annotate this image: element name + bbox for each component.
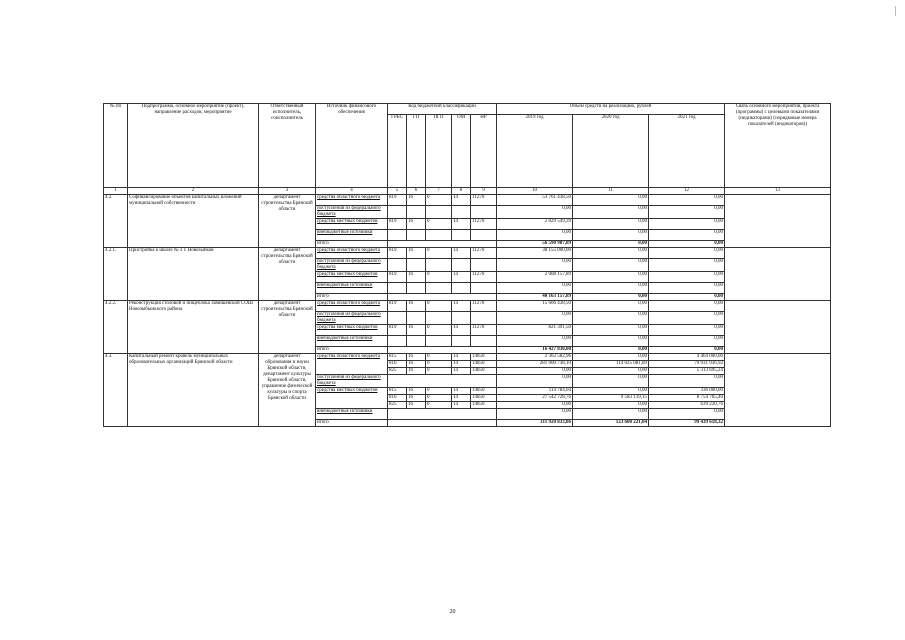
funding-source: средства областного бюджета: [316, 195, 388, 206]
amount-2019: 0,00: [497, 283, 573, 294]
amount-2021: 0,00: [649, 336, 725, 347]
gp-code: 16: [407, 325, 426, 336]
om-code: [452, 206, 471, 219]
amount-2019: 0,00: [497, 409, 573, 420]
header-2019: 2019 год: [497, 115, 573, 188]
grbs-code: [388, 312, 407, 325]
total-2020: 0,00: [573, 347, 649, 354]
amount-2021: 0,00: [649, 272, 725, 283]
grbs-code: 815: [388, 354, 407, 361]
total-label: итого: [316, 420, 388, 427]
header-responsible: Ответственный исполнитель, соисполнитель: [259, 104, 316, 188]
amount-2019: 0,00: [497, 336, 573, 347]
nr-code: 11270: [471, 325, 497, 336]
gp-code: [407, 206, 426, 219]
nr-code: 11270: [471, 301, 497, 312]
grbs-code: 819: [388, 195, 407, 206]
pgp-code: 0: [426, 272, 452, 283]
grbs-code: 825: [388, 402, 407, 409]
header-source: Источник финансового обеспечения: [316, 104, 388, 188]
total-2019: 56 590 987,89: [497, 241, 573, 248]
total-label: итого: [316, 241, 388, 248]
section-name: Капитальный ремонт кровель муниципальных образовательных организаций Брянской области: [128, 354, 259, 427]
header-2021: 2021 год: [649, 115, 725, 188]
gp-code: [407, 259, 426, 272]
pgp-code: [426, 283, 452, 294]
indicator-link: [725, 301, 831, 354]
funding-source: поступления из федерального бюджета: [316, 312, 388, 325]
amount-2021: 0,00: [649, 259, 725, 272]
funding-source: средства областного бюджета: [316, 301, 388, 312]
section-number: 4.2.1.: [104, 248, 128, 301]
om-code: 14: [452, 219, 471, 230]
funding-source: внебюджетные источники: [316, 409, 388, 420]
total-2021: 0,00: [649, 294, 725, 301]
grbs-code: 815: [388, 388, 407, 395]
header-link: Связь основного мероприятия, проекта (программы) с целевыми показателями (индикаторами) (порядковые номера показателей (индикаторов)): [725, 104, 831, 188]
nr-code: 14850: [471, 388, 497, 395]
amount-2019: 15 606 438,50: [497, 301, 573, 312]
om-code: [452, 312, 471, 325]
grbs-code: 819: [388, 272, 407, 283]
total-2020: 123 608 221,04: [573, 420, 649, 427]
gp-code: 16: [407, 301, 426, 312]
grbs-code: 816: [388, 361, 407, 368]
funding-source: поступления из федерального бюджета: [316, 259, 388, 272]
funding-source: средства областного бюджета: [316, 248, 388, 259]
amount-2020: 0,00: [573, 219, 649, 230]
amount-2021: 0,00: [649, 195, 725, 206]
header-code-group: Код бюджетной классификации: [388, 104, 497, 115]
amount-2020: 0,00: [573, 272, 649, 283]
funding-source: поступления из федерального бюджета: [316, 375, 388, 388]
empty-cell: [388, 347, 497, 354]
gp-code: [407, 336, 426, 347]
om-code: 14: [452, 402, 471, 409]
nr-code: [471, 259, 497, 272]
om-code: 14: [452, 301, 471, 312]
empty-cell: [388, 241, 497, 248]
gp-code: 16: [407, 395, 426, 402]
gp-code: 16: [407, 272, 426, 283]
column-number: 11: [573, 188, 649, 195]
om-code: [452, 283, 471, 294]
amount-2019: 0,00: [497, 230, 573, 241]
pgp-code: 0: [426, 195, 452, 206]
indicator-link: [725, 354, 831, 427]
empty-cell: [388, 409, 497, 420]
column-number: 13: [725, 188, 831, 195]
om-code: 14: [452, 354, 471, 361]
grbs-code: 819: [388, 219, 407, 230]
total-2019: 40 163 157,89: [497, 294, 573, 301]
nr-code: 14850: [471, 361, 497, 368]
amount-2020: 0,00: [573, 409, 649, 420]
amount-2021: 336 000,00: [649, 388, 725, 395]
table-row: [104, 354, 831, 361]
section-number: 4.3.: [104, 354, 128, 427]
header-subprogram: Подпрограмма, основное мероприятие (проект), направление расходов, мероприятие: [128, 104, 259, 188]
total-2020: 0,00: [573, 241, 649, 248]
budget-table: [103, 103, 831, 427]
amount-2019: 0,00: [497, 368, 573, 375]
amount-2020: 0,00: [573, 354, 649, 361]
om-code: 14: [452, 361, 471, 368]
grbs-code: [388, 283, 407, 294]
amount-2020: 0,00: [573, 336, 649, 347]
amount-2019: 27 542 728,76: [497, 395, 573, 402]
pgp-code: 0: [426, 388, 452, 395]
amount-2019: 0,00: [497, 206, 573, 219]
grbs-code: [388, 206, 407, 219]
column-number: 5: [388, 188, 407, 195]
om-code: 14: [452, 195, 471, 206]
amount-2019: 114 784,04: [497, 388, 573, 395]
amount-2020: 0,00: [573, 325, 649, 336]
column-numbers-row: [104, 188, 831, 195]
amount-2020: 0,00: [573, 195, 649, 206]
amount-2021: 79 931 936,92: [649, 361, 725, 368]
column-number: 3: [259, 188, 316, 195]
om-code: 14: [452, 368, 471, 375]
funding-source: средства областного бюджета: [316, 354, 388, 375]
empty-cell: [388, 294, 497, 301]
responsible-executor: департамент строительства Брянской области: [259, 195, 316, 248]
nr-code: [471, 206, 497, 219]
amount-2021: 4 464 000,00: [649, 354, 725, 361]
funding-source: внебюджетные источники: [316, 230, 388, 241]
grbs-code: 819: [388, 325, 407, 336]
pgp-code: 0: [426, 361, 452, 368]
amount-2020: 0,00: [573, 230, 649, 241]
gp-code: 16: [407, 354, 426, 361]
amount-2019: 2 829 549,39: [497, 219, 573, 230]
amount-2020: 0,00: [573, 368, 649, 375]
grbs-code: [388, 230, 407, 241]
amount-2019: 0,00: [497, 402, 573, 409]
header-gp: ГП: [407, 115, 426, 188]
scan-mark: [895, 6, 896, 16]
gp-code: 16: [407, 368, 426, 375]
funding-source: внебюджетные источники: [316, 336, 388, 347]
column-number: 8: [452, 188, 471, 195]
gp-code: [407, 283, 426, 294]
indicator-link: [725, 195, 831, 248]
amount-2019: 2 008 157,89: [497, 272, 573, 283]
amount-2020: 0,00: [573, 301, 649, 312]
amount-2020: 0,00: [573, 375, 649, 388]
gp-code: 16: [407, 361, 426, 368]
column-number: 2: [128, 188, 259, 195]
amount-2021: 8 754 765,40: [649, 395, 725, 402]
section-number: 4.2.2.: [104, 301, 128, 354]
nr-code: 11270: [471, 272, 497, 283]
om-code: 14: [452, 248, 471, 259]
om-code: 14: [452, 395, 471, 402]
om-code: 14: [452, 272, 471, 283]
funding-source: средства местных бюджетов: [316, 219, 388, 230]
amount-2019: 2 362 582,96: [497, 354, 573, 361]
responsible-executor: департамент образования и науки Брянской области, департамент культуры Брянской области, управление физической культуры и спорта Брянской области: [259, 354, 316, 427]
gp-code: 16: [407, 402, 426, 409]
empty-cell: [388, 420, 497, 427]
grbs-code: 816: [388, 395, 407, 402]
nr-code: [471, 230, 497, 241]
amount-2019: 0,00: [497, 375, 573, 388]
total-label: итого: [316, 347, 388, 354]
column-number: 7: [426, 188, 452, 195]
pgp-code: 0: [426, 248, 452, 259]
pgp-code: [426, 312, 452, 325]
amount-2021: 0,00: [649, 312, 725, 325]
grbs-code: [388, 336, 407, 347]
pgp-code: [426, 230, 452, 241]
funding-source: средства местных бюджетов: [316, 388, 388, 409]
header-om: ОМ: [452, 115, 471, 188]
amount-2021: 639 220,76: [649, 402, 725, 409]
column-number: 10: [497, 188, 573, 195]
pgp-code: 0: [426, 368, 452, 375]
empty-cell: [388, 375, 497, 388]
pgp-code: 0: [426, 301, 452, 312]
pgp-code: 0: [426, 395, 452, 402]
pgp-code: 0: [426, 354, 452, 361]
page-number: 20: [449, 609, 456, 615]
section-name: Пристройка к школе № 3 г. Новозыбков: [128, 248, 259, 301]
table-row: [104, 195, 831, 206]
total-label: итого: [316, 294, 388, 301]
om-code: 14: [452, 325, 471, 336]
pgp-code: [426, 259, 452, 272]
amount-2021: 0,00: [649, 230, 725, 241]
amount-2021: 0,00: [649, 248, 725, 259]
column-number: 4: [316, 188, 388, 195]
table-row: [104, 248, 831, 259]
nr-code: 11270: [471, 219, 497, 230]
nr-code: [471, 336, 497, 347]
amount-2019: 53 761 438,50: [497, 195, 573, 206]
amount-2020: 0,00: [573, 206, 649, 219]
gp-code: [407, 230, 426, 241]
amount-2020: 0,00: [573, 402, 649, 409]
nr-code: 11270: [471, 195, 497, 206]
column-number: 6: [407, 188, 426, 195]
om-code: [452, 230, 471, 241]
pgp-code: 0: [426, 325, 452, 336]
funding-source: внебюджетные источники: [316, 283, 388, 294]
total-2019: 311 920 833,86: [497, 420, 573, 427]
section-number: 4.2.: [104, 195, 128, 248]
gp-code: 16: [407, 388, 426, 395]
amount-2021: 0,00: [649, 283, 725, 294]
table-row: [104, 301, 831, 312]
amount-2021: 0,00: [649, 325, 725, 336]
indicator-link: [725, 248, 831, 301]
amount-2020: 9 583 139,15: [573, 395, 649, 402]
column-number: 12: [649, 188, 725, 195]
amount-2020: 0,00: [573, 388, 649, 395]
nr-code: 14850: [471, 354, 497, 361]
responsible-executor: департамент строительства Брянской области: [259, 301, 316, 354]
amount-2021: 0,00: [649, 301, 725, 312]
section-name: Софинансирование объектов капитальных вложений муниципальной собственности: [128, 195, 259, 248]
header-no: № пп: [104, 104, 128, 188]
amount-2020: 0,00: [573, 283, 649, 294]
total-2021: 0,00: [649, 241, 725, 248]
section-name: Реконструкция столовой и пищеблока Замишевской СОШ Новозыбковского района: [128, 301, 259, 354]
nr-code: 14850: [471, 368, 497, 375]
nr-code: [471, 312, 497, 325]
grbs-code: 819: [388, 248, 407, 259]
gp-code: [407, 312, 426, 325]
amount-2021: 0,00: [649, 375, 725, 388]
header-nr: НР: [471, 115, 497, 188]
amount-2021: 0,00: [649, 409, 725, 420]
funding-source: средства местных бюджетов: [316, 325, 388, 336]
pgp-code: 0: [426, 219, 452, 230]
responsible-executor: департамент строительства Брянской области: [259, 248, 316, 301]
amount-2019: 281 900 738,10: [497, 361, 573, 368]
total-2020: 0,00: [573, 294, 649, 301]
gp-code: 16: [407, 195, 426, 206]
nr-code: [471, 283, 497, 294]
nr-code: 14850: [471, 402, 497, 409]
om-code: [452, 336, 471, 347]
amount-2019: 0,00: [497, 259, 573, 272]
om-code: 14: [452, 388, 471, 395]
header-pgp: ПГП: [426, 115, 452, 188]
funding-source: поступления из федерального бюджета: [316, 206, 388, 219]
column-number: 9: [471, 188, 497, 195]
pgp-code: [426, 206, 452, 219]
gp-code: 16: [407, 219, 426, 230]
amount-2019: 0,00: [497, 312, 573, 325]
amount-2019: 821 391,50: [497, 325, 573, 336]
nr-code: 14850: [471, 395, 497, 402]
grbs-code: [388, 259, 407, 272]
amount-2020: 0,00: [573, 259, 649, 272]
pgp-code: [426, 336, 452, 347]
total-2019: 16 427 830,00: [497, 347, 573, 354]
amount-2020: 114 025 081,89: [573, 361, 649, 368]
grbs-code: 825: [388, 368, 407, 375]
total-2021: 0,00: [649, 347, 725, 354]
nr-code: 11270: [471, 248, 497, 259]
amount-2021: 0,00: [649, 219, 725, 230]
header-volume-group: Объём средств на реализацию, рублей: [497, 104, 725, 115]
header-2020: 2020 год: [573, 115, 649, 188]
grbs-code: 819: [388, 301, 407, 312]
amount-2020: 0,00: [573, 248, 649, 259]
amount-2021: 0,00: [649, 206, 725, 219]
total-2021: 99 439 618,32: [649, 420, 725, 427]
funding-source: средства местных бюджетов: [316, 272, 388, 283]
column-number: 1: [104, 188, 128, 195]
pgp-code: 0: [426, 402, 452, 409]
header-grbs: ГРБС: [388, 115, 407, 188]
amount-2019: 38 155 000,00: [497, 248, 573, 259]
amount-2020: 0,00: [573, 312, 649, 325]
om-code: [452, 259, 471, 272]
amount-2021: 5 313 695,24: [649, 368, 725, 375]
gp-code: 16: [407, 248, 426, 259]
